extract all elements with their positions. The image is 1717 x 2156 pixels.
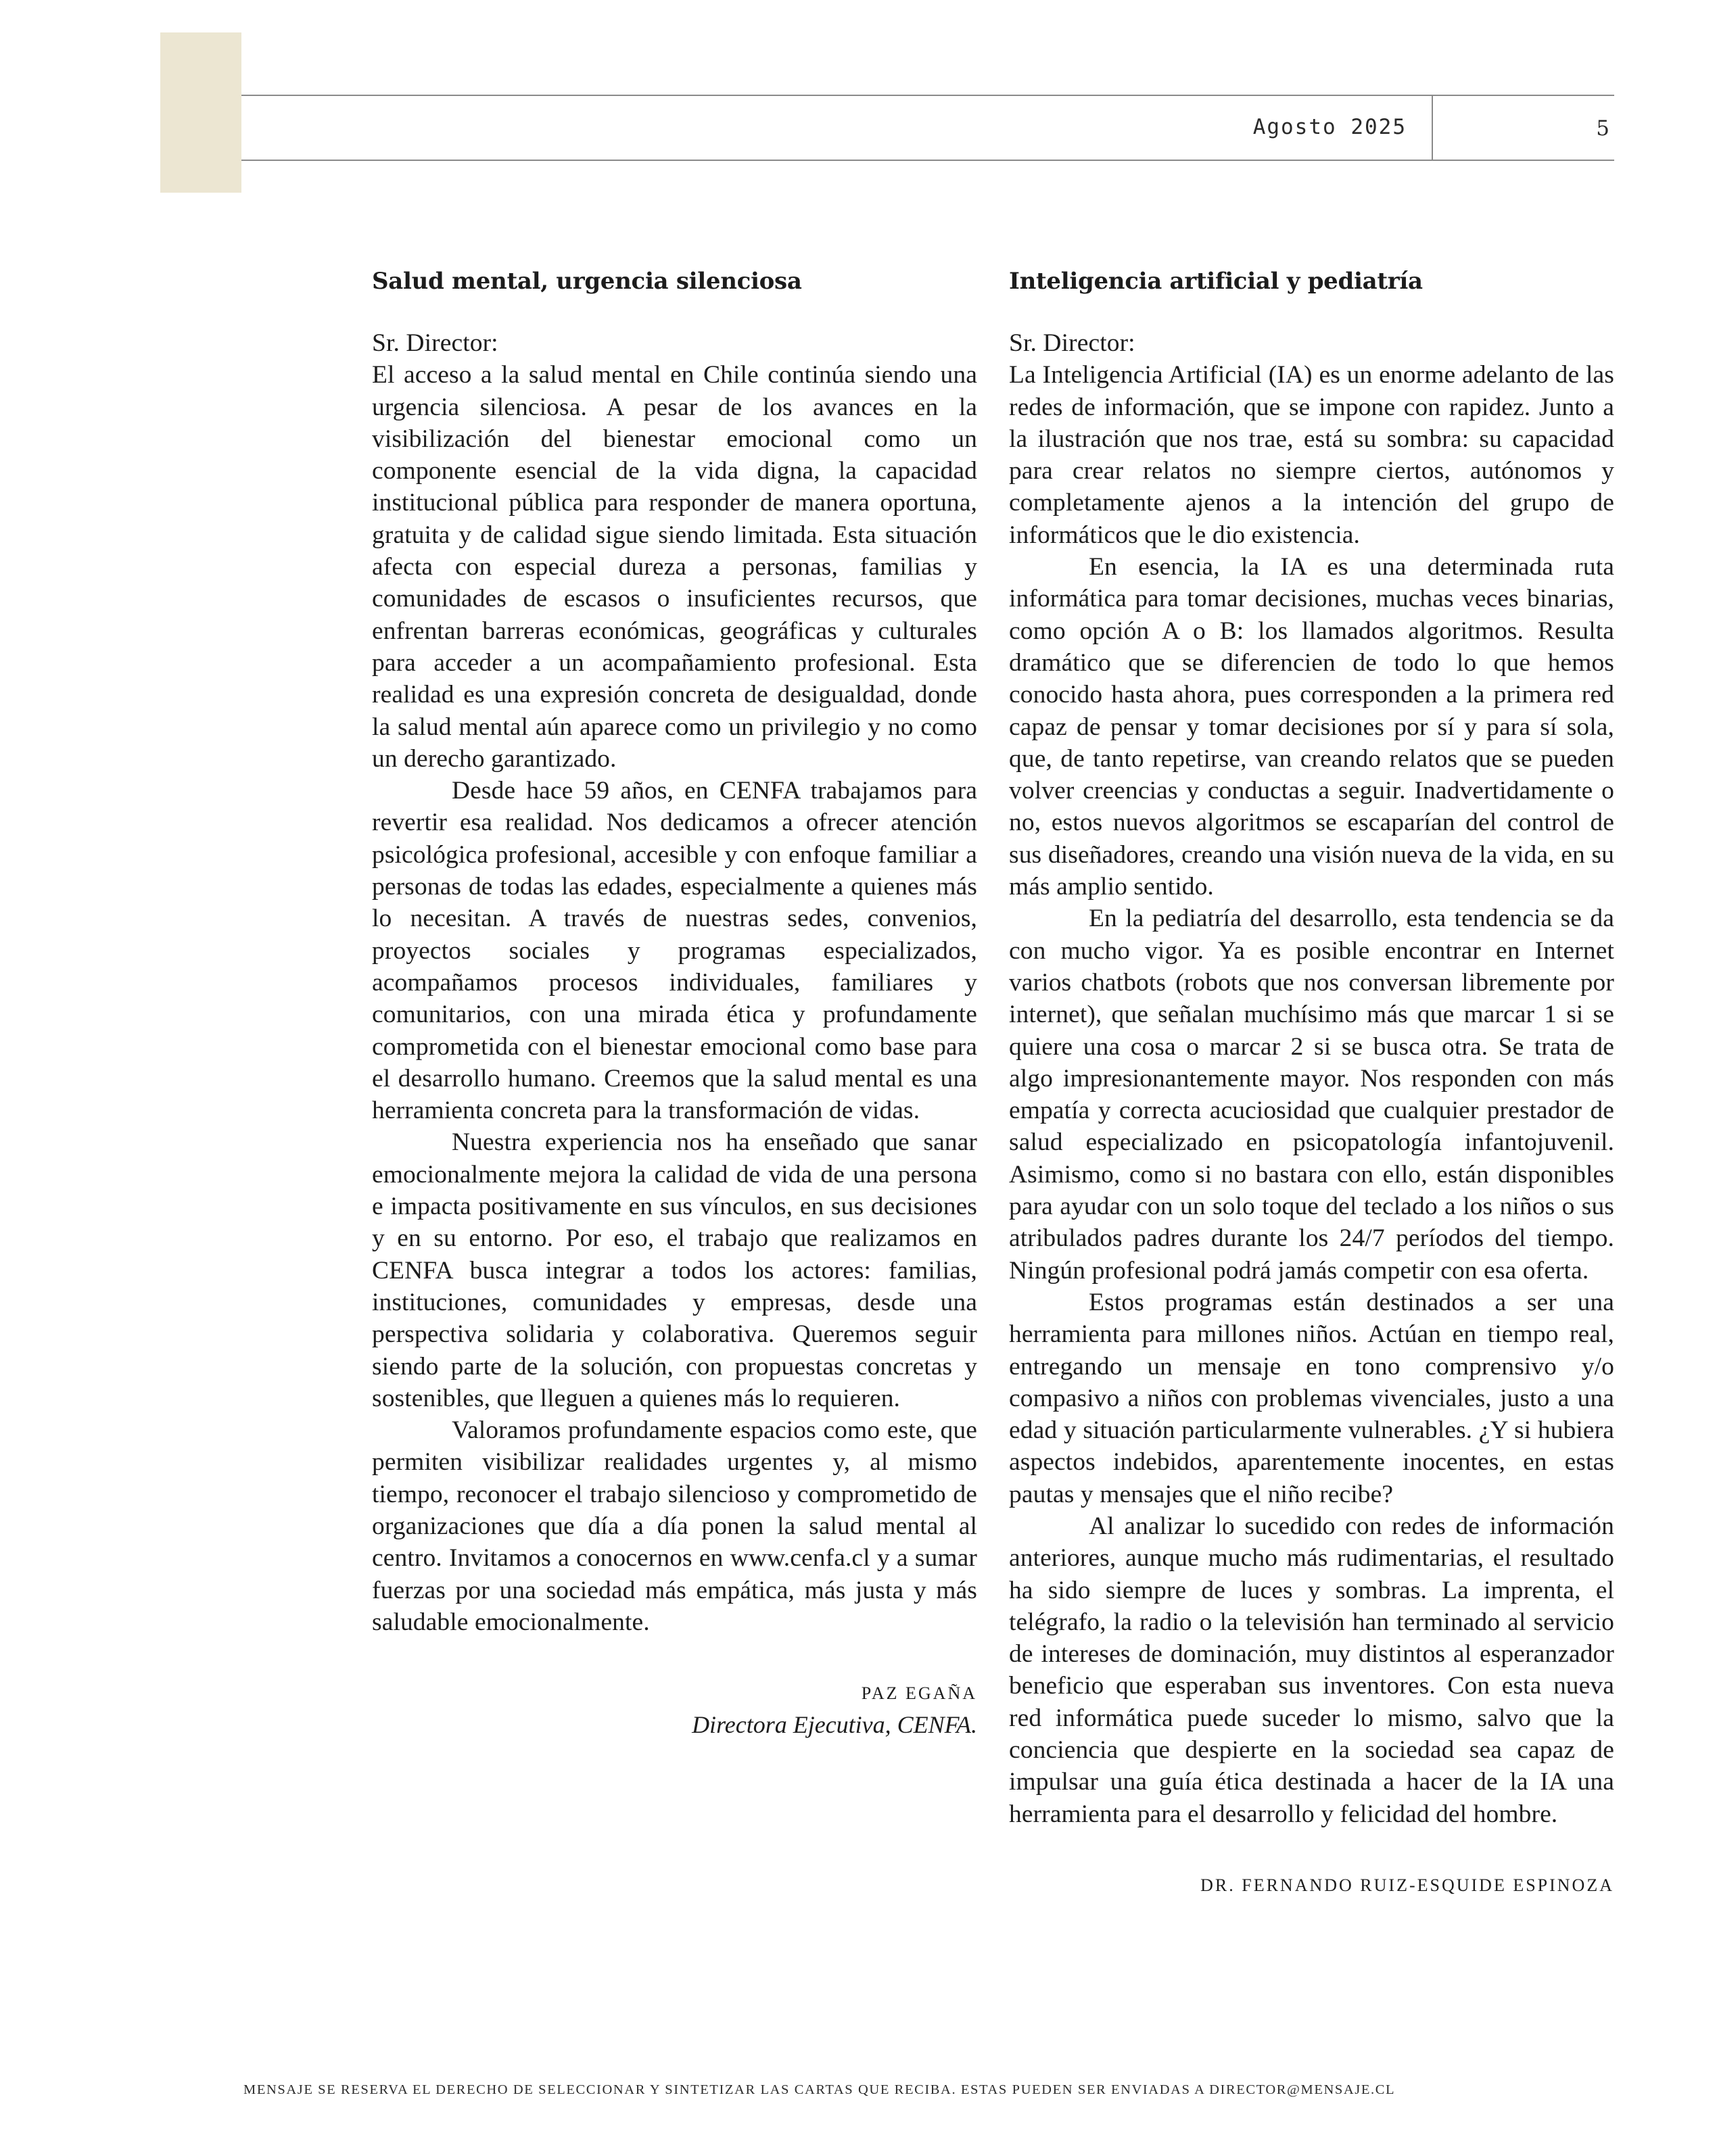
letter-paragraph: Nuestra experiencia nos ha enseñado que sanar emocionalmente mejora la calidad de vida de una persona e impacta positivamente en sus vínculos, en sus decisiones y en su entorno. Por eso, el trabajo que realizamos en CENFA busca integrar a todos los actores: familias, instituciones, comunidades y empresas, desde una perspectiva solidaria y colaborativa. Queremos seguir siendo parte de la solución, con propuestas concretas y sostenibles, que lleguen a quienes más lo requieren.	[372, 1128, 977, 1412]
letter-signature	[1009, 1869, 1614, 1901]
letter-paragraph: El acceso a la salud mental en Chile continúa siendo una urgencia silenciosa. A pesar de los avances en la visibilización del bienestar emocional como un componente esencial de la vida digna, la capacidad institucional pública para responder de manera oportuna, gratuita y de calidad sigue siendo limitada. Esta situación afecta con especial dureza a personas, familias y comunidades de escasos o insuficientes recursos, que enfrentan barreras económicas, geográficas y culturales para acceder a un acompañamiento profesional. Esta realidad es una expresión concreta de desigualdad, donde la salud mental aún aparece como un privilegio y no como un derecho garantizado.	[372, 361, 977, 773]
letter-paragraph: Estos programas están destinados a ser una herramienta para millones niños. Actúan en tiempo real, entregando un mensaje en tono comprensivo y/o compasivo a niños con problemas vivenciales, justo a una edad y situación particularmente vulnerables. ¿Y si hubiera aspectos indebidos, aparentemente inocentes, en estas pautas y mensajes que el niño recibe?	[1009, 1288, 1614, 1508]
signer-name: DR. FERNANDO RUIZ-ESQUIDE ESPINOZA	[1200, 1875, 1614, 1895]
letter-salutation: Sr. Director:	[1009, 329, 1135, 357]
header-rule-bottom	[241, 160, 1614, 161]
letter-salud-mental	[372, 264, 977, 1741]
letter-signature	[372, 1677, 977, 1741]
letter-inteligencia-artificial	[1009, 264, 1614, 1901]
signer-name: PAZ EGAÑA	[861, 1683, 977, 1704]
letter-paragraph: Valoramos profundamente espacios como este, que permiten visibilizar realidades urgentes y, al mismo tiempo, reconocer el trabajo silencioso y comprometido de organizaciones que día a día ponen la salud mental al centro. Invitamos a conocernos en www.cenfa.cl y a sumar fuerzas por una sociedad más empática, más justa y más saludable emocionalmente.	[372, 1416, 977, 1636]
letter-paragraph: Al analizar lo sucedido con redes de información anteriores, aunque mucho más rudimentarias, el resultado ha sido siempre de luces y sombras. La imprenta, el telégrafo, la radio o la televisión han terminado al servicio de intereses de dominación, muy distintos al esperanzador beneficio que esperaban sus inventores. Con esta nueva red informática puede suceder lo mismo, salvo que la conciencia que despierte en la sociedad sea capaz de impulsar una guía ética destinada a hacer de la IA una herramienta para el desarrollo y felicidad del hombre.	[1009, 1512, 1614, 1828]
signer-role: Directora Ejecutiva, CENFA.	[692, 1711, 977, 1739]
footer-note: MENSAJE SE RESERVA EL DERECHO DE SELECCIONAR Y SINTETIZAR LAS CARTAS QUE RECIBA. ESTAS PUEDEN SER ENVIADAS A DIRECTOR@MENSAJE.CL	[243, 2082, 1396, 2097]
letter-salutation: Sr. Director:	[372, 329, 498, 357]
letter-paragraph: Desde hace 59 años, en CENFA trabajamos para revertir esa realidad. Nos dedicamos a ofrecer atención psicológica profesional, accesible y con enfoque familiar a personas de todas las edades, especialmente a quienes más lo necesitan. A través de nuestras sedes, convenios, proyectos sociales y programas especializados, acompañamos procesos individuales, familiares y comunitarios, con una mirada ética y profundamente comprometida con el bienestar emocional como base para el desarrollo humano. Creemos que la salud mental es una herramienta concreta para la transformación de vidas.	[372, 777, 977, 1125]
letter-paragraph: En la pediatría del desarrollo, esta tendencia se da con mucho vigor. Ya es posible encontrar en Internet varios chatbots (robots que nos conversan libremente por internet), que señalan muchísimo más que marcar 1 si se quiere una cosa o marcar 2 si se busca otra. Se trata de algo impresionantemente mayor. Nos responden con más empatía y correcta acuciosidad que cualquier prestador de salud especializado en psicopatología infantojuvenil. Asimismo, como si no bastara con ello, están disponibles para ayudar con un solo toque del teclado a los niños o sus atribulados padres durante los 24/7 períodos del tiempo. Ningún profesional podrá jamás competir con esa oferta.	[1009, 905, 1614, 1285]
issue-date: Agosto 2025	[1252, 115, 1407, 139]
page-number: 5	[1596, 116, 1609, 141]
letter-paragraph: La Inteligencia Artificial (IA) es un enorme adelanto de las redes de información, que se impone con rapidez. Junto a la ilustración que nos trae, está su sombra: su capacidad para crear relatos no siempre ciertos, autónomos y completamente ajenos a la intención del grupo de informáticos que le dio existencia.	[1009, 361, 1614, 549]
letter-paragraph: En esencia, la IA es una determinada ruta informática para tomar decisiones, muchas veces binarias, como opción A o B: los llamados algoritmos. Resulta dramático que se diferencien de todo lo que hemos conocido hasta ahora, pues corresponden a la primera red capaz de pensar y tomar decisiones por sí y para sí sola, que, de tanto repetirse, van creando relatos que se pueden volver creencias y conductas a seguir. Inadvertidamente o no, estos nuevos algoritmos se escaparían del control de sus diseñadores, creando una visión nueva de la vida, en su más amplio sentido.	[1009, 553, 1614, 901]
section-tab-block	[160, 32, 241, 193]
header-rule-top	[241, 95, 1614, 96]
header-divider	[1432, 95, 1433, 161]
letter-title: Salud mental, urgencia silenciosa	[372, 268, 802, 295]
letter-title: Inteligencia artificial y pediatría	[1009, 268, 1423, 295]
